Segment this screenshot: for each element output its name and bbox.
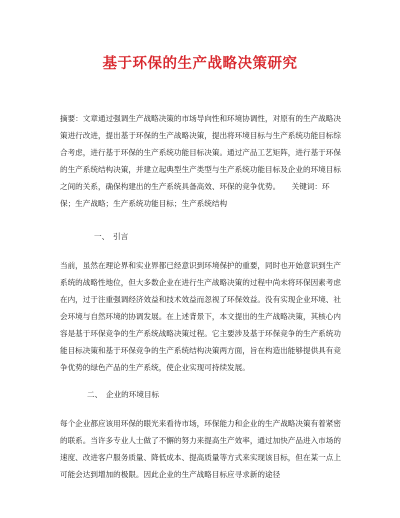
- section-heading-introduction: 一、 引言: [94, 232, 129, 241]
- abstract-text: 文章通过强调生产战略决策的市场导向性和环境协调性，对原有的生产战略决策进行改进，提出基于环保的生产战略决策，提出将环境目标与生产系统功能目标综合考虑，进行基于环保的生产系统功能目标决策。通过产品工艺矩阵，进行基于环保的生产系统结构决策，并建立起典型生产类型与生产系统功能目标及企业的环境目标之间的关系，确保构建出的生产系统具备高效、环保的竞争优势。: [60, 114, 341, 191]
- section-heading-environmental-goals: 二、 企业的环境目标: [87, 390, 160, 399]
- keywords-text: 环保；生产战略；生产系统功能目标；生产系统结构: [60, 182, 330, 208]
- environmental-goals-paragraph: 每个企业都应该用环保的眼光来看待市场，环保能力和企业的生产战略决策有着紧密的联系。当许多专业人士做了不懈的努力来提高生产效率，通过加快产品进入市场的速度、改进客户服务质量、降低成本、提高质量等方式来实现该目标，但在某一点上可能会达到增加的极限。因此企业的生产战略目标应寻求新的途径: [60, 419, 341, 479]
- abstract-paragraph: [60, 110, 342, 212]
- introduction-paragraph: 当前，虽然在理论界和实业界都已经意识到环境保护的重要，同时也开始意识到生产系统的战略性地位，但大多数企业在进行生产战略决策的过程中尚未将环保因素考虑在内，过于注重强调经济效益和技术效益而忽视了环保效益。没有实现企业环境、社会环境与自然环境的协调发展。在上述背景下，本文提出的生产战略决策，其核心内容是基于环保竞争的生产系统战略决策过程。它主要涉及基于环保竞争的生产系统功能目标决策和基于环保竞争的生产系统结构决策两方面，旨在构造出能够提供具有竞争优势的绿色产品的生产系统，使企业实现可持续发展。: [60, 261, 341, 372]
- abstract-label: 摘要：: [60, 114, 83, 123]
- document-title: 基于环保的生产战略决策研究: [102, 56, 298, 72]
- document-body: [60, 110, 342, 483]
- keywords-label: 关键词：: [291, 182, 322, 191]
